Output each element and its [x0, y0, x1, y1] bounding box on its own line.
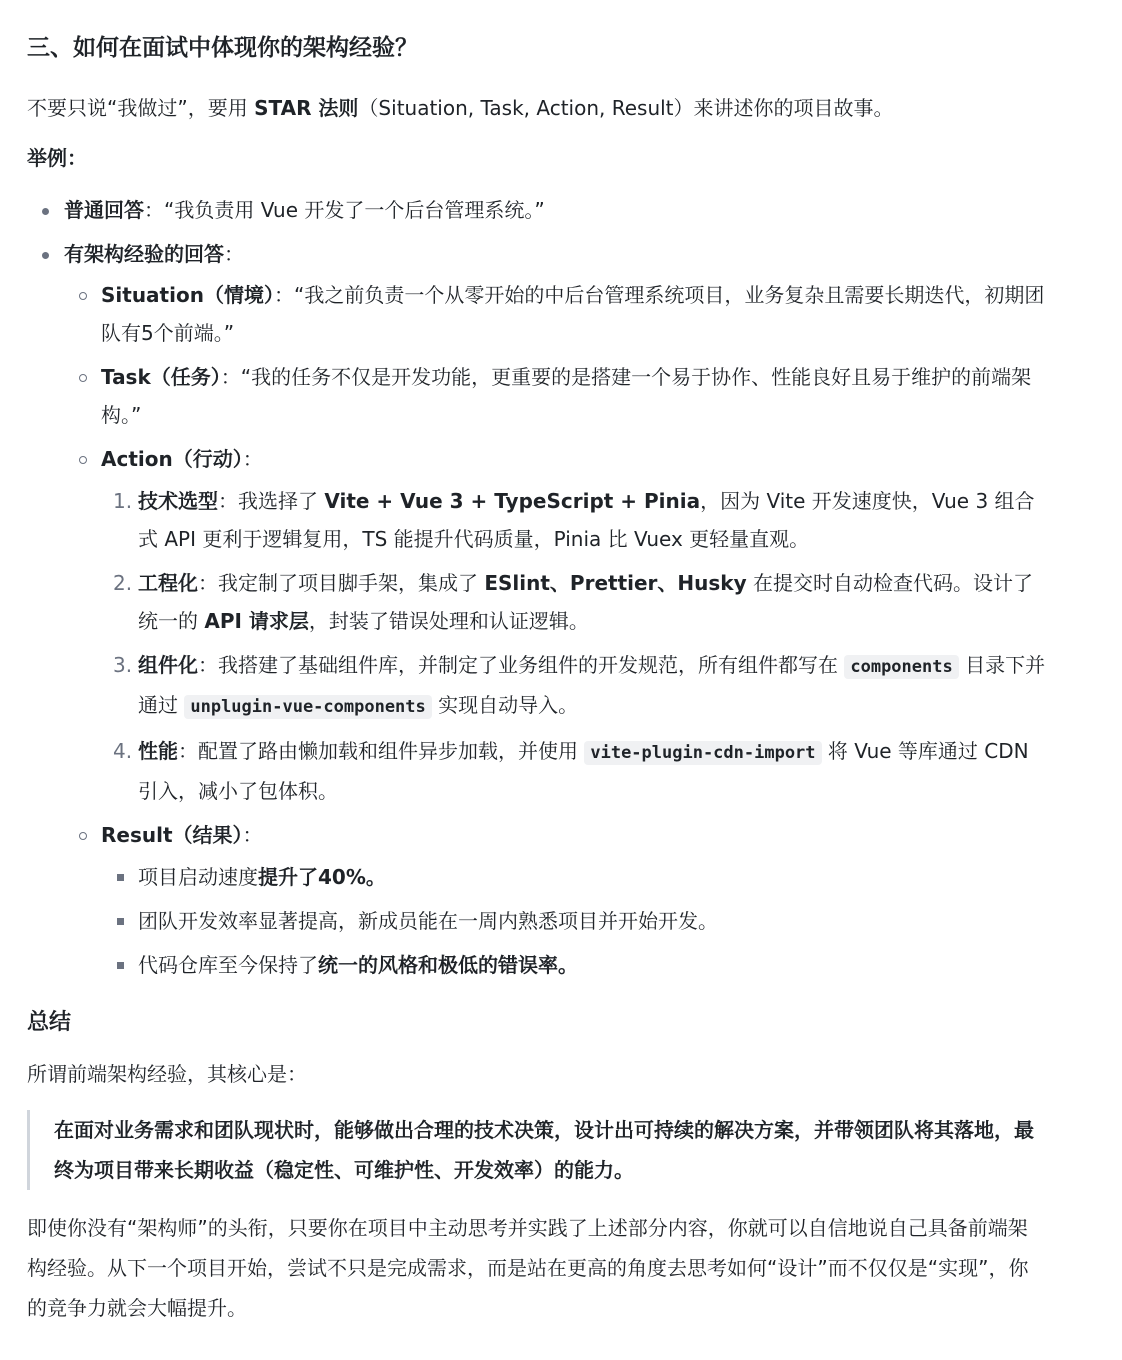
result-text: 。 — [365, 865, 386, 889]
list-item-normal-answer — [27, 188, 1047, 232]
answer-list — [27, 188, 1047, 984]
action-item-label: 工程化 — [138, 571, 198, 595]
star-situation — [64, 276, 1047, 352]
intro-text: 不要只说“我做过”，要用 — [27, 96, 255, 120]
arch-answer-label: 有架构经验的回答 — [64, 242, 224, 266]
action-item-bold: API 请求层 — [204, 609, 309, 633]
situation-text: ：“我之前负责一个从零开始的中后台管理系统项目，业务复杂且需要长期迭代，初期团队有5个前端。” — [101, 283, 1045, 345]
action-item-tech-selection — [101, 482, 1047, 558]
action-item-bold: ESlint、Prettier、Husky — [484, 571, 747, 595]
action-item-text: ：我搭建了基础组件库，并制定了业务组件的开发规范，所有组件都写在 — [198, 653, 845, 677]
action-item-label: 技术选型 — [138, 489, 218, 513]
action-item-text: 在提交时自动检查代码。设计了统一的 — [138, 571, 1034, 633]
intro-text-post: （Situation, Task, Action, Result）来讲述你的项目故事。 — [358, 96, 894, 120]
star-task — [64, 358, 1047, 434]
intro-bold: STAR 法则 — [254, 96, 359, 120]
result-colon: ： — [242, 823, 263, 847]
action-item-label: 组件化 — [138, 653, 198, 677]
result-text: 团队开发效率显著提高，新成员能在一周内熟悉项目并开始开发。 — [138, 909, 718, 933]
action-item-text: ：配置了路由懒加载和组件异步加载，并使用 — [178, 739, 585, 763]
action-item-label: 性能 — [138, 739, 178, 763]
item-number: 4. — [113, 739, 133, 763]
task-label: Task（任务） — [101, 365, 221, 389]
result-list — [101, 858, 1047, 984]
example-title: 举例： — [27, 146, 87, 170]
action-label: Action（行动） — [101, 447, 243, 471]
result-item — [101, 946, 1047, 984]
action-item-engineering — [101, 564, 1047, 640]
result-label: Result（结果） — [101, 823, 243, 847]
action-item-text: 将 Vue 等库通过 CDN 引入，减小了包体积。 — [138, 739, 1029, 803]
action-item-text: ：我定制了项目脚手架，集成了 — [198, 571, 485, 595]
normal-answer-label: 普通回答 — [64, 198, 144, 222]
action-item-text: ，因为 Vite 开发速度快，Vue 3 组合式 API 更利于逻辑复用，TS 能提升代码质量，Pinia 比 Vuex 更轻量直观。 — [138, 489, 1035, 551]
arch-answer-colon: ： — [224, 242, 244, 266]
inline-code: vite-plugin-cdn-import — [584, 741, 821, 765]
action-colon: ： — [242, 447, 263, 471]
conclusion-paragraph: 即使你没有“架构师”的头衔，只要你在项目中主动思考并实践了上述部分内容，你就可以自信地说自己具备前端架构经验。从下一个项目开始，尝试不只是完成需求，而是站在更高的角度去思考如何“设计”而不仅仅是“实现”，你的竞争力就会大幅提升。 — [27, 1216, 1029, 1320]
action-item-text: ，封装了错误处理和认证逻辑。 — [308, 609, 589, 633]
inline-code: components — [844, 655, 958, 679]
action-item-componentization — [101, 646, 1047, 726]
result-item — [101, 858, 1047, 896]
star-action — [64, 440, 1047, 810]
normal-answer-text: ：“我负责用 Vue 开发了一个后台管理系统。” — [144, 198, 545, 222]
item-number: 2. — [113, 571, 133, 595]
summary-heading: 总结 — [27, 1010, 72, 1035]
action-item-performance — [101, 732, 1047, 810]
result-text: 。 — [558, 953, 578, 977]
intro-paragraph — [27, 88, 1047, 128]
summary-intro: 所谓前端架构经验，其核心是： — [27, 1062, 307, 1086]
star-result — [64, 816, 1047, 984]
result-bold: 提升了40% — [258, 865, 366, 889]
item-number: 1. — [113, 489, 133, 513]
section-heading: 三、如何在面试中体现你的架构经验？ — [27, 35, 418, 61]
action-list — [101, 482, 1047, 810]
action-item-text: 目录下并通过 — [138, 653, 1046, 717]
task-text: ：“我的任务不仅是开发功能，更重要的是搭建一个易于协作、性能良好且易于维护的前端架构。” — [101, 365, 1032, 427]
list-item-arch-answer — [27, 232, 1047, 984]
star-list — [64, 276, 1047, 984]
inline-code: unplugin-vue-components — [184, 695, 431, 719]
result-bold: 统一的风格和极低的错误率 — [318, 953, 558, 977]
action-item-text: 实现自动导入。 — [431, 693, 579, 717]
situation-label: Situation（情境） — [101, 283, 274, 307]
action-item-text: ：我选择了 — [218, 489, 325, 513]
result-text: 项目启动速度 — [138, 865, 258, 889]
result-item — [101, 902, 1047, 940]
item-number: 3. — [113, 653, 133, 677]
result-text: 代码仓库至今保持了 — [138, 953, 318, 977]
action-item-bold: Vite + Vue 3 + TypeScript + Pinia — [324, 489, 701, 513]
summary-quote: 在面对业务需求和团队现状时，能够做出合理的技术决策，设计出可持续的解决方案，并带领团队将其落地，最终为项目带来长期收益（稳定性、可维护性、开发效率）的能力。 — [27, 1110, 1047, 1190]
